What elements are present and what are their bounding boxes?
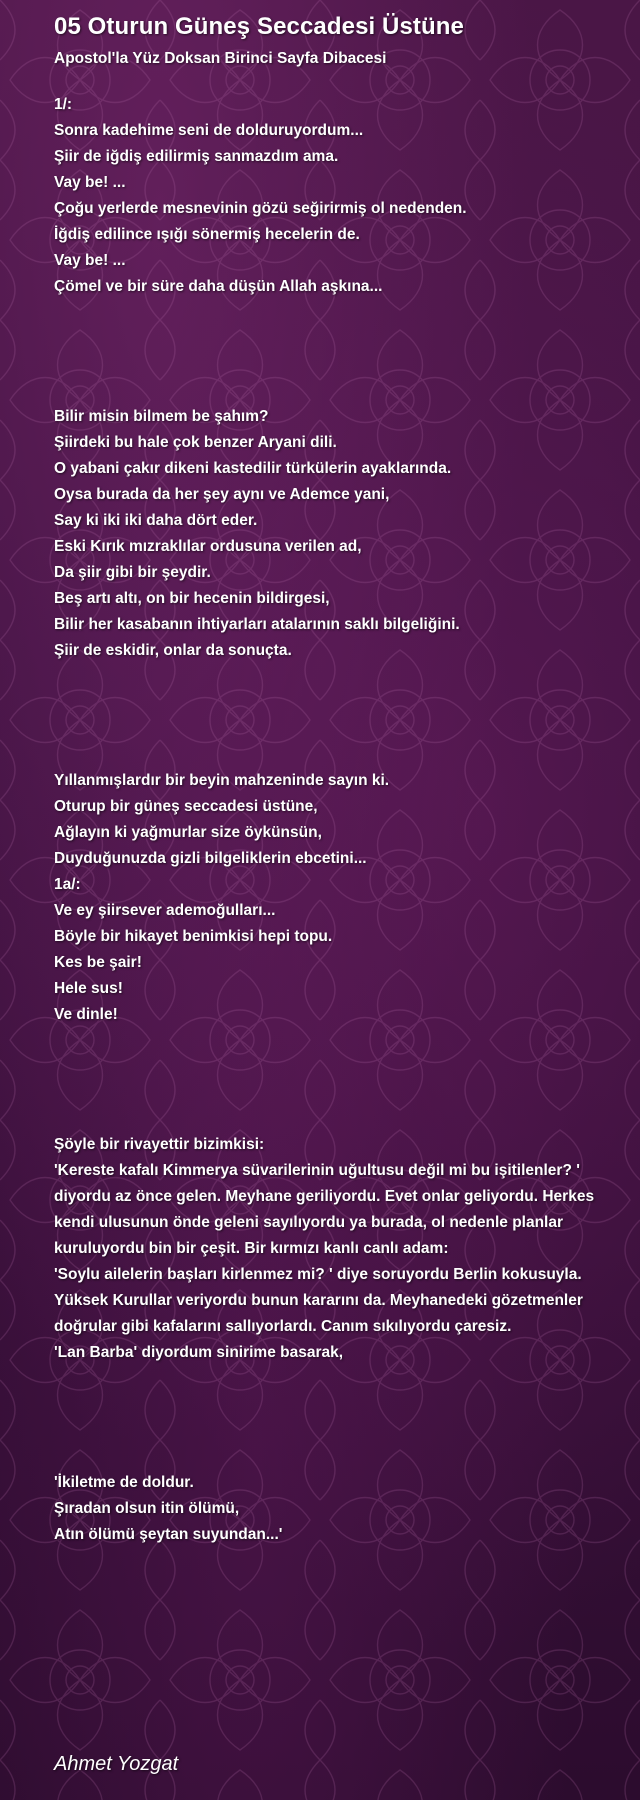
- poem-card: [54, 10, 614, 1790]
- poem-body: 1/: Sonra kadehime seni de dolduruyordum... Şiir de iğdiş edilirmiş sanmazdım ama. Vay be! ... Çoğu yerlerde mesnevinin gözü seğirirmiş ol nedenden. İğdiş edilince ışığı sönermiş hecelerin de. Vay be! ... Çömel ve bir süre daha düşün Allah aşkına... Bilir misin bilmem be şahım? Şiirdeki bu hale çok benzer Aryani dili. O yabani çakır dikeni kastedilir türkülerin ayaklarında. Oysa burada da her şey aynı ve Ademce yani, Say ki iki iki daha dört eder. Eski Kırık mızraklılar ordusuna verilen ad, Da şiir gibi bir şeydir. Beş artı altı, on bir hecenin bildirgesi, Bilir her kasabanın ihtiyarları atalarının saklı bilgeliğini. Şiir de eskidir, onlar da sonuçta. Yıllanmışlardır bir beyin mahzeninde sayın ki. Oturup bir güneş seccadesi üstüne, Ağlayın ki yağmurlar size öykünsün, Duyduğunuzda gizli bilgeliklerin ebcetini... 1a/: Ve ey şiirsever ademoğulları... Böyle bir hikayet benimkisi hepi topu. Kes be şair! Hele sus! Ve dinle! Şöyle bir rivayettir bizimkisi: 'Kereste kafalı Kimmerya süvarilerinin uğultusu değil mi bu işitilenler? ' diyordu az önce gelen. Meyhane geriliyordu. Evet onlar geliyordu. Herkes kendi ulusunun önde geleni sayılıyordu ya burada, ol nedenle planlar kuruluyordu bin bir çeşit. Bir kırmızı kanlı canlı adam: 'Soylu ailelerin başları kirlenmez mi? ' diye soruyordu Berlin kokusuyla. Yüksek Kurullar veriyordu bunun kararını da. Meyhanedeki gözetmenler doğrular gibi kafalarını sallıyorlardı. Canım sıkılıyordu çaresiz. 'Lan Barba' diyordum sinirime basarak, 'İkiletme de doldur. Şıradan olsun itin ölümü, Atın ölümü şeytan suyundan...': [54, 96, 595, 1543]
- poem-title: 05 Oturun Güneş Seccadesi Üstüne: [54, 13, 464, 40]
- poem-subtitle: Apostol'la Yüz Doksan Birinci Sayfa Dibacesi: [54, 50, 387, 67]
- poem-author: Ahmet Yozgat: [54, 1753, 179, 1775]
